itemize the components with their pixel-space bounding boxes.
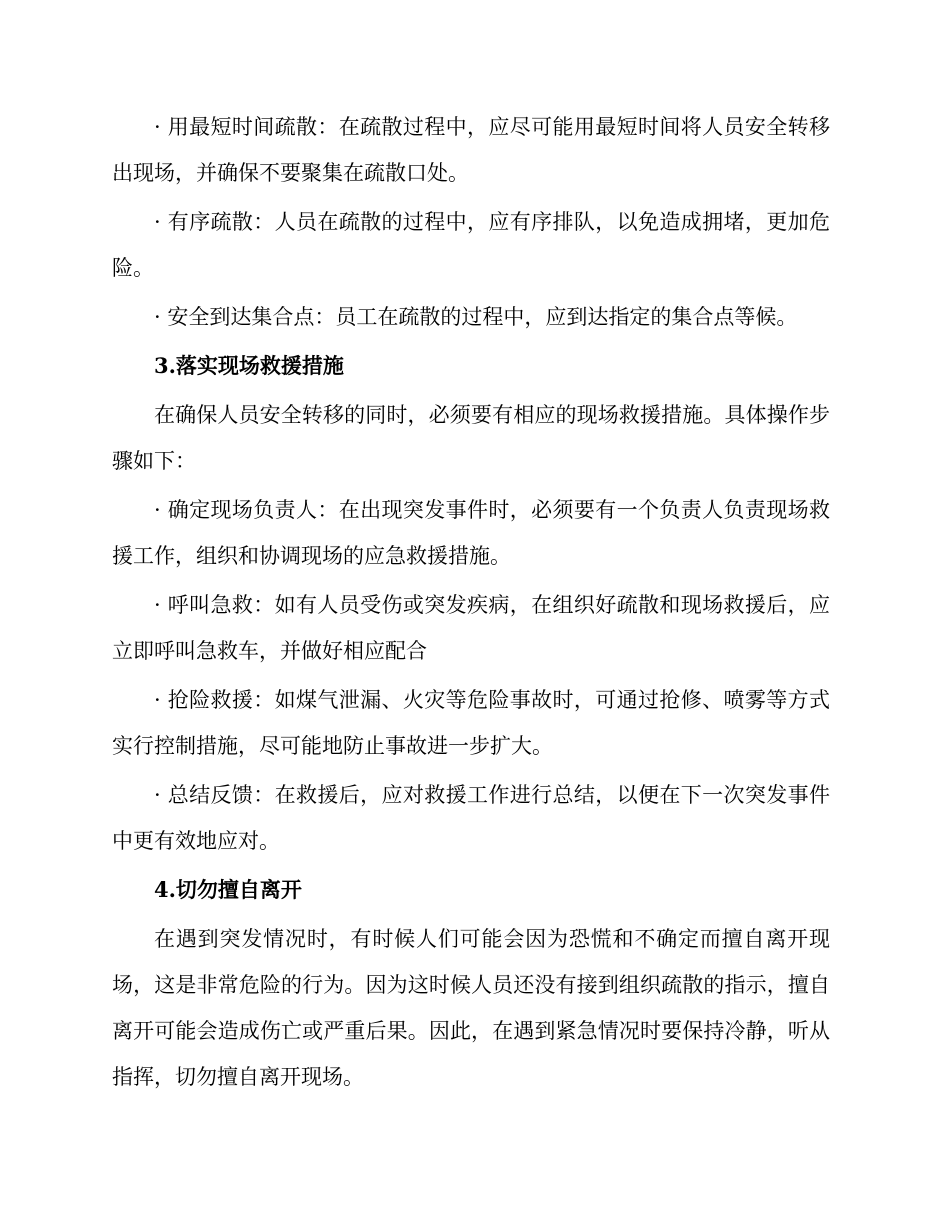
section-heading-rescue-measures: 3.落实现场救援措施 [154, 353, 344, 378]
do-not-leave-paragraph: 在遇到突发情况时，有时候人们可能会因为恐慌和不确定而擅自离开现场，这是非常危险的行为。因为这时候人员还没有接到组织疏散的指示，擅自离开可能会造成伤亡或严重后果。因此，在遇到紧急情况时要保持冷静，听从指挥，切勿擅自离开现场。 [112, 927, 830, 1089]
document-body [112, 104, 830, 1103]
bullet-emergency-repair: · 抢险救援：如煤气泄漏、火灾等危险事故时，可通过抢修、喷雾等方式实行控制措施，尽可能地防止事故进一步扩大。 [112, 688, 830, 758]
section-heading-do-not-leave: 4.切勿擅自离开 [154, 877, 302, 902]
bullet-assembly-point: · 安全到达集合点：员工在疏散的过程中，应到达指定的集合点等候。 [154, 305, 798, 329]
bullet-call-emergency: · 呼叫急救：如有人员受伤或突发疾病，在组织好疏散和现场救援后，应立即呼叫急救车，并做好相应配合 [112, 593, 830, 663]
bullet-site-leader: · 确定现场负责人：在出现突发事件时，必须要有一个负责人负责现场救援工作，组织和协调现场的应急救援措施。 [112, 498, 830, 568]
rescue-intro-paragraph: 在确保人员安全转移的同时，必须要有相应的现场救援措施。具体操作步骤如下： [112, 403, 830, 473]
bullet-summary-feedback: · 总结反馈：在救援后，应对救援工作进行总结，以便在下一次突发事件中更有效地应对。 [112, 783, 830, 853]
bullet-evacuate-fast: · 用最短时间疏散：在疏散过程中，应尽可能用最短时间将人员安全转移出现场，并确保不要聚集在疏散口处。 [112, 115, 830, 185]
bullet-orderly-evacuation: · 有序疏散：人员在疏散的过程中，应有序排队，以免造成拥堵，更加危险。 [112, 210, 830, 280]
